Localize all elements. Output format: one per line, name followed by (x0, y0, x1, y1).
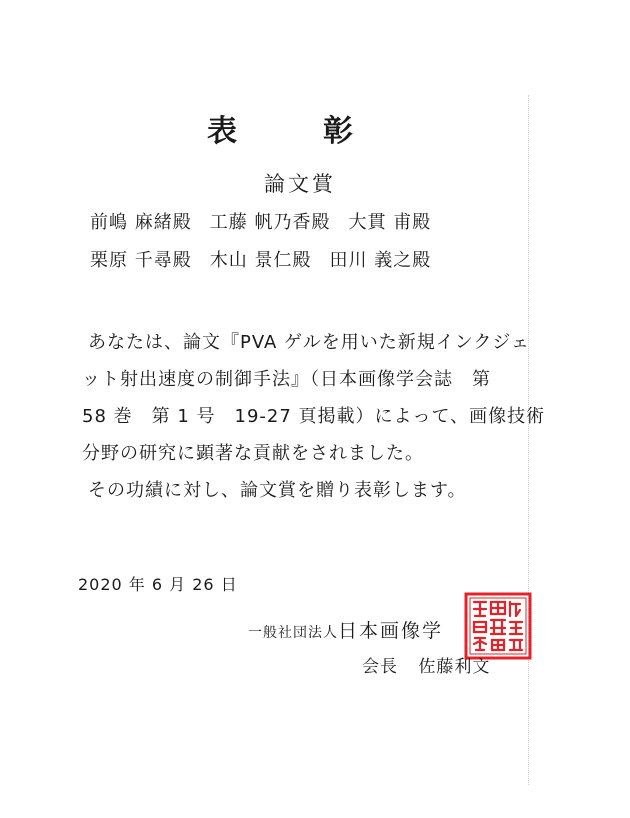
citation-line: 58 巻 第 1 号 19-27 頁掲載）によって、画像技術 (82, 406, 546, 427)
citation-line: あなたは、論文『PVA ゲルを用いた新規インクジェ (88, 332, 530, 353)
president-name: 佐藤利文 (418, 657, 491, 677)
closing-line: その功績に対し、論文賞を贈り表彰します。 (88, 480, 467, 501)
citation-line: ット射出速度の制御手法』（日本画像学会誌 第 (82, 369, 491, 390)
award-name: 論文賞 (264, 172, 336, 196)
recipient-name: 田川 義之殿 (329, 250, 432, 271)
recipient-name: 前嶋 麻緒殿 (90, 212, 192, 233)
recipient-row (90, 240, 530, 278)
citation-text (82, 324, 546, 509)
president-signature (362, 652, 490, 677)
recipient-list (90, 202, 530, 278)
organization-prefix: 一般社団法人 (248, 625, 338, 641)
citation-line: 分野の研究に顕著な貢献をされました。 (82, 443, 424, 464)
certificate-title: 表 彰 (207, 114, 381, 149)
recipient-row (90, 202, 530, 240)
organization (248, 616, 443, 643)
official-seal-icon (464, 592, 532, 660)
recipient-name: 木山 景仁殿 (209, 250, 312, 271)
president-title: 会長 (362, 657, 398, 677)
recipient-name: 大貫 甫殿 (348, 212, 432, 233)
organization-name: 日本画像学 (338, 620, 444, 642)
recipient-name: 工藤 帆乃香殿 (209, 212, 331, 233)
recipient-name: 栗原 千尋殿 (90, 250, 192, 271)
award-date: 2020 年 6 月 26 日 (78, 575, 238, 594)
citation-paragraph (82, 324, 546, 509)
